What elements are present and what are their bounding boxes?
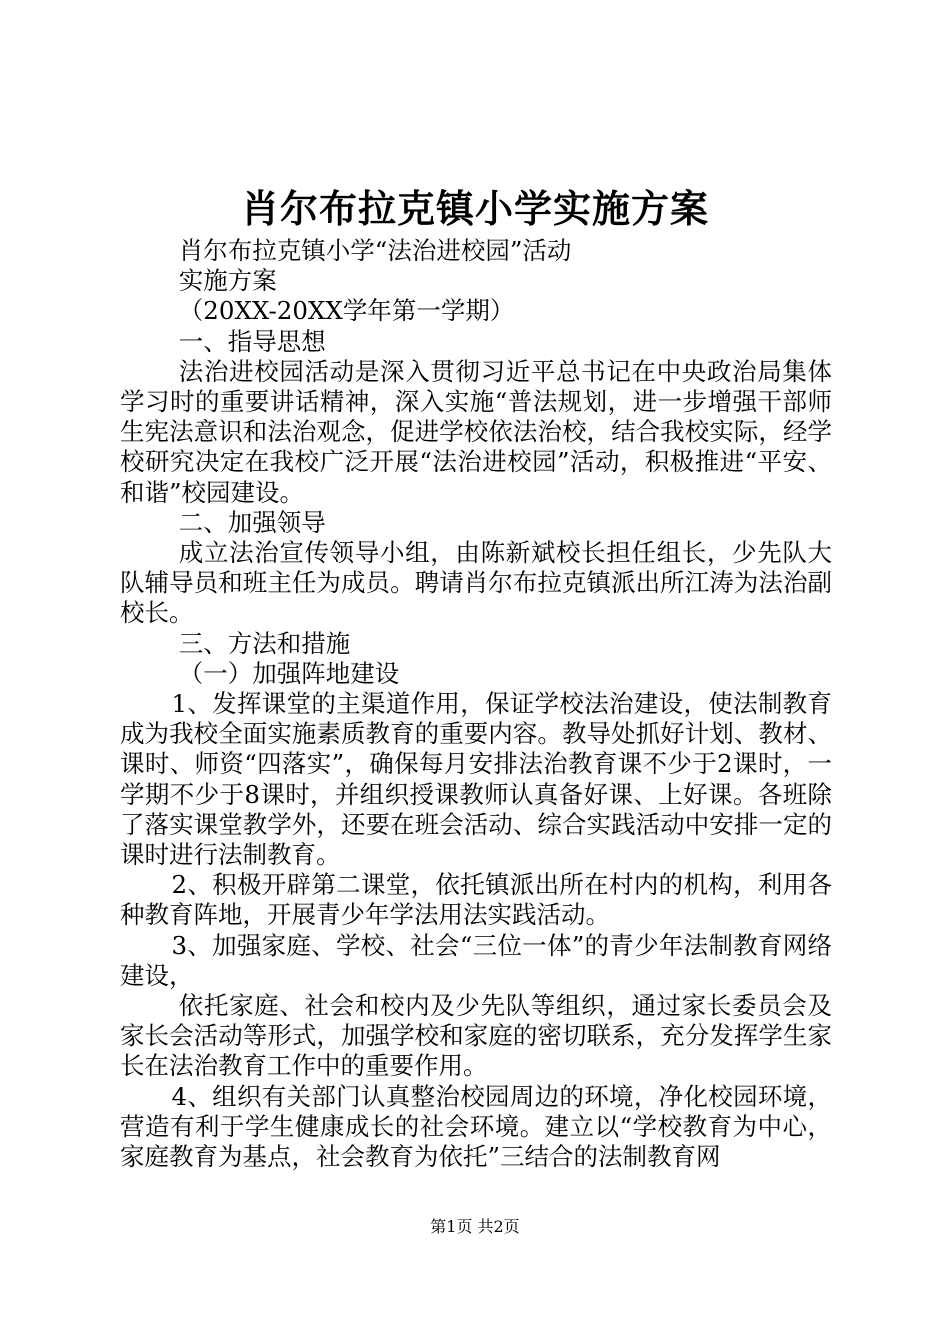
section-heading: 三、方法和措施: [178, 628, 351, 658]
subtitle-line: 肖尔布拉克镇小学“法治进校园”活动: [178, 236, 572, 265]
paragraph: 2、积极开辟第二课堂，依托镇派出所在村内的机构，利用各种教育阵地，开展青少年学法用法实践活动。: [120, 870, 832, 930]
paragraph: 成立法治宣传领导小组，由陈新斌校长担任组长，少先队大队辅导员和班主任为成员。聘请肖尔布拉克镇派出所江涛为法治副校长。: [120, 538, 832, 628]
paragraph: 1、发挥课堂的主渠道作用，保证学校法治建设，使法制教育成为我校全面实施素质教育的重要内容。教导处抓好计划、教材、课时、师资“四落实”，确保每月安排法治教育课不少于2课时，一学期不少于8课时，并组织授课教师认真备好课、上好课。各班除了落实课堂教学外，还要在班会活动、综合实践活动中安排一定的课时进行法制教育。: [120, 689, 832, 870]
document-body: [120, 236, 832, 1172]
document-title: 肖尔布拉克镇小学实施方案: [240, 186, 709, 231]
section-heading: 一、指导思想: [178, 326, 326, 356]
section-heading: 二、加强领导: [178, 507, 326, 537]
subsection-heading: （一）加强阵地建设: [178, 658, 400, 688]
paragraph: 法治进校园活动是深入贯彻习近平总书记在中央政治局集体学习时的重要讲话精神，深入实施“普法规划，进一步增强干部师生宪法意识和法治观念，促进学校依法治校，结合我校实际，经学校研究决定在我校广泛开展“法治进校园”活动，积极推进“平安、和谐”校园建设。: [120, 356, 832, 507]
semester-line: （20XX-20XX学年第一学期）: [178, 296, 515, 326]
page-number-footer: 第1页 共2页: [430, 1217, 520, 1236]
subtitle-line: 实施方案: [178, 266, 277, 296]
paragraph: 3、加强家庭、学校、社会“三位一体”的青少年法制教育网络建设，: [120, 930, 832, 990]
paragraph: 依托家庭、社会和校内及少先队等组织，通过家长委员会及家长会活动等形式，加强学校和家庭的密切联系，充分发挥学生家长在法治教育工作中的重要作用。: [120, 991, 832, 1081]
paragraph: 4、组织有关部门认真整治校园周边的环境，净化校园环境，营造有利于学生健康成长的社会环境。建立以“学校教育为中心，家庭教育为基点，社会教育为依托”三结合的法制教育网: [120, 1081, 832, 1172]
